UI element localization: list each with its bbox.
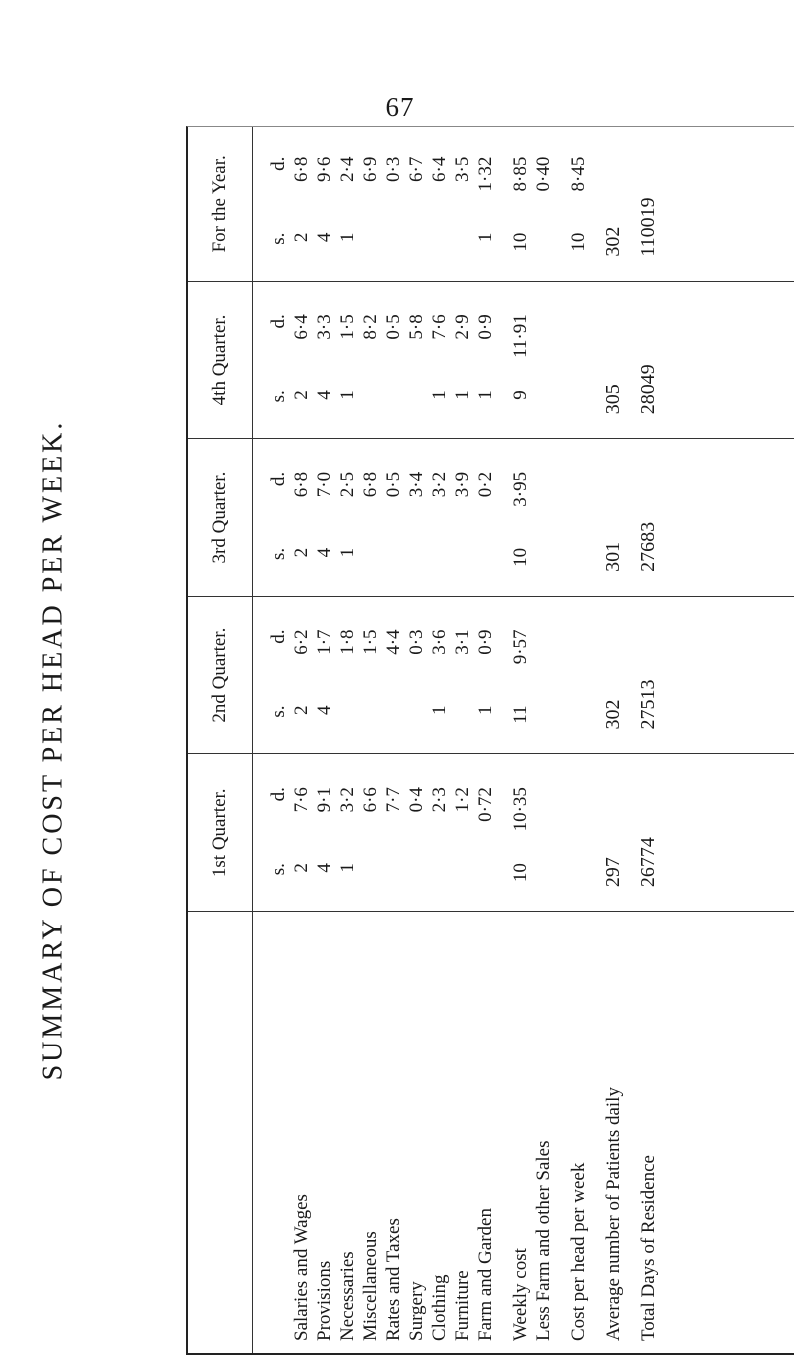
row-label: Total Days of Residence [638,1155,659,1341]
row-value: 2 7·6 [291,787,312,873]
row-value: 1 2·9 [452,314,473,400]
row-value: 4 7·0 [314,471,335,558]
row-value: 297 [602,857,624,888]
row-value [532,282,555,439]
row-value: 302 [602,699,624,730]
row-label: Cost per head per week [568,1162,589,1341]
unit-s: s. [268,390,289,403]
row-value: 28049 [637,364,659,415]
cost-summary-table [186,126,794,1355]
row-value: 4 1·7 [314,629,335,715]
row-label: Weekly cost [510,1248,531,1341]
row-value: 0·2 [475,471,496,498]
row-value: 6·4 [429,156,450,182]
header-q3: 3rd Quarter. [188,438,252,596]
row-value: 27683 [637,521,659,572]
unit-d: d. [268,314,289,329]
row-value: 1 1·32 [475,156,496,243]
row-value: 5·8 [406,314,427,340]
row-value: 4·4 [383,629,404,655]
row-value: 1 2·5 [337,471,358,558]
row-value: 9 11·91 [510,314,531,400]
row-value: 4 3·3 [314,314,335,400]
row-value: 6·7 [406,156,427,182]
row-label: Miscellaneous [360,1231,381,1341]
row-value [567,282,590,439]
row-value: 6·6 [360,787,381,813]
row-value: 3·4 [406,471,427,498]
row-value: 0·3 [406,629,427,655]
row-label: Furniture [452,1270,473,1341]
row-label: Necessaries [337,1251,358,1341]
row-label: Salaries and Wages [291,1194,312,1341]
row-value: 1·2 [452,787,473,813]
row-value [532,597,555,754]
header-label-cell [188,911,252,1353]
row-value: 1 0·9 [475,314,496,400]
row-value: 10 3·95 [510,471,531,567]
row-value: 3·2 [429,471,450,498]
row-value: 2 6·8 [291,471,312,558]
header-year: For the Year. [209,155,230,253]
row-value: 10 8·45 [568,156,589,252]
row-label: Clothing [429,1274,450,1341]
q2-column [253,596,794,754]
row-value: 26774 [637,837,659,888]
row-value: 1 2·4 [337,156,358,243]
row-value: 1 3·6 [429,629,450,715]
row-value: 4 9·1 [314,787,335,873]
row-value: 1·8 [337,629,358,655]
row-value: 0·3 [383,156,404,182]
row-label: Farm and Garden [475,1208,496,1341]
row-label: Provisions [314,1260,335,1341]
unit-s: s. [268,547,289,561]
q1-column [253,753,794,911]
row-label: Average number of Patients daily [603,1087,624,1341]
row-value: 3·5 [452,156,473,182]
row-value: 0·72 [475,787,496,822]
row-value: 0·40 [533,156,554,192]
row-value: 2 6·8 [291,156,312,243]
header-q4: 4th Quarter. [188,281,252,439]
row-value: 1 0·9 [475,629,496,715]
row-value: 11 9·57 [510,629,531,724]
unit-s: s. [268,705,289,718]
unit-s: s. [268,232,289,245]
row-label: Rates and Taxes [383,1218,404,1341]
row-value: 1 7·6 [429,314,450,400]
row-value: 2·3 [429,787,450,813]
row-value: 302 [602,226,624,257]
table-body [188,127,794,1353]
row-value [567,597,590,754]
row-value: 2 6·4 [291,314,312,400]
row-value [532,754,555,911]
side-title [8,150,98,1350]
row-value: 3·9 [452,471,473,498]
labels-column [253,911,794,1353]
row-value: 10 10·35 [510,787,531,883]
row-value: 2 6·2 [291,629,312,715]
page-number: 67 [385,92,415,122]
row-value: 0·5 [383,471,404,498]
row-value [567,754,590,911]
row-value: 1 1·5 [337,314,358,400]
header-q1: 1st Quarter. [188,753,252,911]
row-value: 27513 [637,679,659,730]
row-value: 4 9·6 [314,156,335,243]
row-value: 110019 [637,197,659,257]
side-title-text: SUMMARY OF COST PER HEAD PER WEEK. [37,419,69,1081]
unit-d: d. [268,156,289,171]
header-q2: 2nd Quarter. [188,596,252,754]
row-value: 305 [602,384,624,415]
unit-d: d. [268,629,289,644]
row-value: 301 [602,541,624,572]
row-value: 7·7 [383,787,404,813]
row-value: 0·5 [383,314,404,340]
unit-d: d. [268,471,289,487]
row-value [567,439,590,596]
row-value: 0·4 [406,787,427,813]
unit-s: s. [268,863,289,876]
row-label: Surgery [406,1281,427,1341]
row-value: 1·5 [360,629,381,655]
row-value: 6·8 [360,471,381,498]
row-value: 8·2 [360,314,381,340]
year-column [253,127,794,281]
unit-d: d. [268,787,289,802]
row-value: 1 3·2 [337,787,358,873]
q4-column [253,281,794,439]
row-label: Less Farm and other Sales [533,1140,554,1341]
row-value: 6·9 [360,156,381,182]
row-value [532,439,555,596]
q3-column [253,438,794,596]
row-value: 10 8·85 [510,156,531,252]
table-header-row [188,127,253,1353]
table-data-row [253,127,794,1353]
row-value: 3·1 [452,629,473,655]
